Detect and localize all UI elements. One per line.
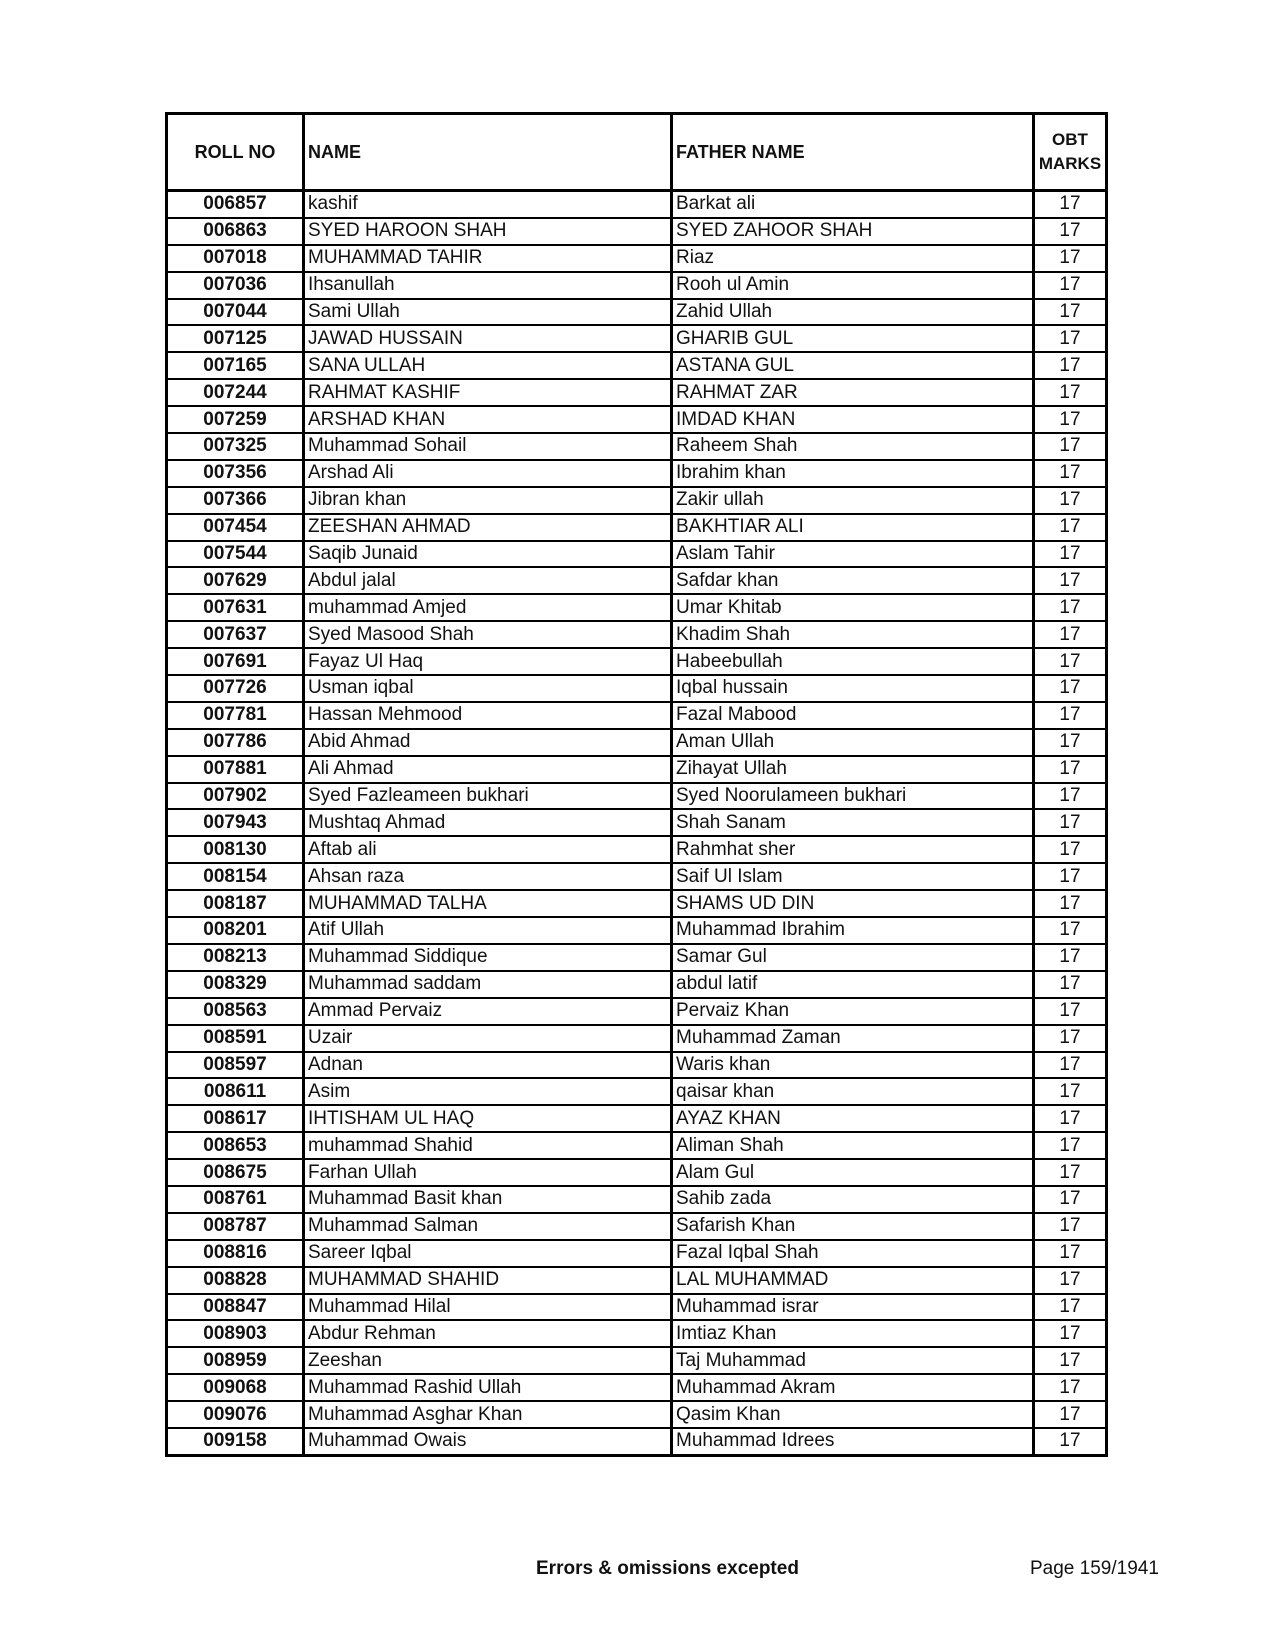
obt-marks-cell: 17 — [1034, 836, 1107, 863]
table-row — [167, 1347, 1107, 1374]
name-cell: Syed Masood Shah — [304, 621, 672, 648]
father-name-cell: Taj Muhammad — [672, 1347, 1034, 1374]
roll-no-cell: 007366 — [167, 487, 304, 514]
header-obt-marks-line1: OBT — [1052, 130, 1088, 149]
name-cell: Ihsanullah — [304, 272, 672, 299]
name-cell: SANA ULLAH — [304, 352, 672, 379]
father-name-cell: Fazal Iqbal Shah — [672, 1240, 1034, 1267]
obt-marks-cell: 17 — [1034, 352, 1107, 379]
father-name-cell: Aslam Tahir — [672, 541, 1034, 568]
header-father-name: FATHER NAME — [672, 114, 1034, 191]
obt-marks-cell: 17 — [1034, 783, 1107, 810]
table-row — [167, 1374, 1107, 1401]
name-cell: Ahsan raza — [304, 863, 672, 890]
name-cell: MUHAMMAD TALHA — [304, 890, 672, 917]
table-row — [167, 1240, 1107, 1267]
roll-no-cell: 008847 — [167, 1294, 304, 1321]
name-cell: ZEESHAN AHMAD — [304, 514, 672, 541]
name-cell: Usman iqbal — [304, 675, 672, 702]
name-cell: IHTISHAM UL HAQ — [304, 1105, 672, 1132]
roll-no-cell: 007781 — [167, 702, 304, 729]
father-name-cell: SYED ZAHOOR SHAH — [672, 218, 1034, 245]
name-cell: Sareer Iqbal — [304, 1240, 672, 1267]
father-name-cell: Muhammad israr — [672, 1294, 1034, 1321]
father-name-cell: Habeebullah — [672, 648, 1034, 675]
table-row — [167, 890, 1107, 917]
name-cell: Farhan Ullah — [304, 1159, 672, 1186]
name-cell: MUHAMMAD TAHIR — [304, 245, 672, 272]
name-cell: Abdul jalal — [304, 567, 672, 594]
name-cell: Muhammad Owais — [304, 1428, 672, 1455]
roll-no-cell: 008130 — [167, 836, 304, 863]
table-row — [167, 299, 1107, 326]
father-name-cell: Saif Ul Islam — [672, 863, 1034, 890]
name-cell: MUHAMMAD SHAHID — [304, 1267, 672, 1294]
father-name-cell: qaisar khan — [672, 1078, 1034, 1105]
father-name-cell: Waris khan — [672, 1052, 1034, 1079]
roll-no-cell: 008903 — [167, 1320, 304, 1347]
father-name-cell: Sahib zada — [672, 1186, 1034, 1213]
father-name-cell: Samar Gul — [672, 944, 1034, 971]
name-cell: Muhammad Salman — [304, 1213, 672, 1240]
obt-marks-cell: 17 — [1034, 1294, 1107, 1321]
obt-marks-cell: 17 — [1034, 1025, 1107, 1052]
table-row — [167, 1428, 1107, 1455]
obt-marks-cell: 17 — [1034, 1213, 1107, 1240]
father-name-cell: IMDAD KHAN — [672, 406, 1034, 433]
name-cell: Ali Ahmad — [304, 756, 672, 783]
table-row — [167, 998, 1107, 1025]
father-name-cell: Fazal Mabood — [672, 702, 1034, 729]
roll-no-cell: 009076 — [167, 1401, 304, 1428]
roll-no-cell: 007165 — [167, 352, 304, 379]
name-cell: Muhammad Asghar Khan — [304, 1401, 672, 1428]
obt-marks-cell: 17 — [1034, 756, 1107, 783]
roll-no-cell: 008201 — [167, 917, 304, 944]
roll-no-cell: 007786 — [167, 729, 304, 756]
obt-marks-cell: 17 — [1034, 1052, 1107, 1079]
obt-marks-cell: 17 — [1034, 1374, 1107, 1401]
father-name-cell: Safarish Khan — [672, 1213, 1034, 1240]
roll-no-cell: 007356 — [167, 460, 304, 487]
name-cell: ARSHAD KHAN — [304, 406, 672, 433]
name-cell: Atif Ullah — [304, 917, 672, 944]
table-row — [167, 756, 1107, 783]
obt-marks-cell: 17 — [1034, 944, 1107, 971]
roll-no-cell: 007036 — [167, 272, 304, 299]
obt-marks-cell: 17 — [1034, 809, 1107, 836]
table-row — [167, 944, 1107, 971]
father-name-cell: Rooh ul Amin — [672, 272, 1034, 299]
table-row — [167, 836, 1107, 863]
obt-marks-cell: 17 — [1034, 379, 1107, 406]
table-row — [167, 272, 1107, 299]
table-row — [167, 325, 1107, 352]
obt-marks-cell: 17 — [1034, 325, 1107, 352]
roll-no-cell: 007631 — [167, 594, 304, 621]
obt-marks-cell: 17 — [1034, 998, 1107, 1025]
roll-no-cell: 007691 — [167, 648, 304, 675]
roll-no-cell: 007044 — [167, 299, 304, 326]
table-row — [167, 487, 1107, 514]
table-row — [167, 1186, 1107, 1213]
obt-marks-cell: 17 — [1034, 648, 1107, 675]
table-row — [167, 514, 1107, 541]
obt-marks-cell: 17 — [1034, 729, 1107, 756]
obt-marks-cell: 17 — [1034, 460, 1107, 487]
roll-no-cell: 007902 — [167, 783, 304, 810]
name-cell: Ammad Pervaiz — [304, 998, 672, 1025]
name-cell: SYED HAROON SHAH — [304, 218, 672, 245]
header-obt-marks-line2: MARKS — [1038, 154, 1102, 173]
table-row — [167, 245, 1107, 272]
roll-no-cell: 007018 — [167, 245, 304, 272]
obt-marks-cell: 17 — [1034, 621, 1107, 648]
roll-no-cell: 008563 — [167, 998, 304, 1025]
header-name: NAME — [304, 114, 672, 191]
table-row — [167, 1320, 1107, 1347]
obt-marks-cell: 17 — [1034, 514, 1107, 541]
name-cell: Uzair — [304, 1025, 672, 1052]
table-row — [167, 702, 1107, 729]
obt-marks-cell: 17 — [1034, 433, 1107, 460]
father-name-cell: Pervaiz Khan — [672, 998, 1034, 1025]
roll-no-cell: 006863 — [167, 218, 304, 245]
obt-marks-cell: 17 — [1034, 1186, 1107, 1213]
table-row — [167, 729, 1107, 756]
roll-no-cell: 008828 — [167, 1267, 304, 1294]
name-cell: Hassan Mehmood — [304, 702, 672, 729]
footer-disclaimer: Errors & omissions excepted — [536, 1558, 799, 1579]
header-roll-no: ROLL NO — [167, 114, 304, 191]
roll-no-cell: 008611 — [167, 1078, 304, 1105]
name-cell: Muhammad Hilal — [304, 1294, 672, 1321]
name-cell: Muhammad Sohail — [304, 433, 672, 460]
table-row — [167, 433, 1107, 460]
father-name-cell: Riaz — [672, 245, 1034, 272]
roll-no-cell: 007881 — [167, 756, 304, 783]
obt-marks-cell: 17 — [1034, 890, 1107, 917]
name-cell: JAWAD HUSSAIN — [304, 325, 672, 352]
father-name-cell: LAL MUHAMMAD — [672, 1267, 1034, 1294]
table-row — [167, 971, 1107, 998]
roll-no-cell: 008761 — [167, 1186, 304, 1213]
roll-no-cell: 007629 — [167, 567, 304, 594]
roll-no-cell: 008617 — [167, 1105, 304, 1132]
table-row — [167, 863, 1107, 890]
father-name-cell: Umar Khitab — [672, 594, 1034, 621]
father-name-cell: SHAMS UD DIN — [672, 890, 1034, 917]
results-table — [165, 112, 1108, 1457]
table-row — [167, 379, 1107, 406]
roll-no-cell: 008597 — [167, 1052, 304, 1079]
name-cell: Mushtaq Ahmad — [304, 809, 672, 836]
table-row — [167, 1132, 1107, 1159]
father-name-cell: GHARIB GUL — [672, 325, 1034, 352]
name-cell: Sami Ullah — [304, 299, 672, 326]
obt-marks-cell: 17 — [1034, 1267, 1107, 1294]
father-name-cell: Khadim Shah — [672, 621, 1034, 648]
obt-marks-cell: 17 — [1034, 299, 1107, 326]
obt-marks-cell: 17 — [1034, 567, 1107, 594]
name-cell: Fayaz Ul Haq — [304, 648, 672, 675]
table-row — [167, 783, 1107, 810]
name-cell: kashif — [304, 191, 672, 218]
roll-no-cell: 007325 — [167, 433, 304, 460]
obt-marks-cell: 17 — [1034, 1159, 1107, 1186]
name-cell: Asim — [304, 1078, 672, 1105]
obt-marks-cell: 17 — [1034, 1078, 1107, 1105]
obt-marks-cell: 17 — [1034, 487, 1107, 514]
roll-no-cell: 007454 — [167, 514, 304, 541]
obt-marks-cell: 17 — [1034, 917, 1107, 944]
table-row — [167, 1159, 1107, 1186]
name-cell: Muhammad saddam — [304, 971, 672, 998]
obt-marks-cell: 17 — [1034, 1320, 1107, 1347]
results-table-container — [165, 112, 1105, 1457]
father-name-cell: AYAZ KHAN — [672, 1105, 1034, 1132]
table-row — [167, 1078, 1107, 1105]
roll-no-cell: 007726 — [167, 675, 304, 702]
roll-no-cell: 008675 — [167, 1159, 304, 1186]
obt-marks-cell: 17 — [1034, 971, 1107, 998]
obt-marks-cell: 17 — [1034, 1240, 1107, 1267]
roll-no-cell: 007244 — [167, 379, 304, 406]
roll-no-cell: 007637 — [167, 621, 304, 648]
obt-marks-cell: 17 — [1034, 1105, 1107, 1132]
table-row — [167, 1401, 1107, 1428]
name-cell: Arshad Ali — [304, 460, 672, 487]
father-name-cell: Rahmhat sher — [672, 836, 1034, 863]
table-row — [167, 594, 1107, 621]
roll-no-cell: 007943 — [167, 809, 304, 836]
obt-marks-cell: 17 — [1034, 1401, 1107, 1428]
father-name-cell: ASTANA GUL — [672, 352, 1034, 379]
father-name-cell: Muhammad Ibrahim — [672, 917, 1034, 944]
name-cell: Saqib Junaid — [304, 541, 672, 568]
roll-no-cell: 008591 — [167, 1025, 304, 1052]
table-row — [167, 406, 1107, 433]
father-name-cell: Syed Noorulameen bukhari — [672, 783, 1034, 810]
obt-marks-cell: 17 — [1034, 1132, 1107, 1159]
name-cell: Aftab ali — [304, 836, 672, 863]
roll-no-cell: 006857 — [167, 191, 304, 218]
table-row — [167, 675, 1107, 702]
table-row — [167, 567, 1107, 594]
name-cell: Muhammad Siddique — [304, 944, 672, 971]
roll-no-cell: 008787 — [167, 1213, 304, 1240]
father-name-cell: BAKHTIAR ALI — [672, 514, 1034, 541]
name-cell: muhammad Amjed — [304, 594, 672, 621]
father-name-cell: Muhammad Akram — [672, 1374, 1034, 1401]
table-row — [167, 1267, 1107, 1294]
obt-marks-cell: 17 — [1034, 675, 1107, 702]
obt-marks-cell: 17 — [1034, 272, 1107, 299]
father-name-cell: Muhammad Idrees — [672, 1428, 1034, 1455]
table-header-row — [167, 114, 1107, 191]
name-cell: Zeeshan — [304, 1347, 672, 1374]
roll-no-cell: 008154 — [167, 863, 304, 890]
obt-marks-cell: 17 — [1034, 218, 1107, 245]
father-name-cell: Raheem Shah — [672, 433, 1034, 460]
roll-no-cell: 008329 — [167, 971, 304, 998]
name-cell: Abid Ahmad — [304, 729, 672, 756]
table-row — [167, 621, 1107, 648]
father-name-cell: Ibrahim khan — [672, 460, 1034, 487]
name-cell: Muhammad Rashid Ullah — [304, 1374, 672, 1401]
father-name-cell: Safdar khan — [672, 567, 1034, 594]
name-cell: Muhammad Basit khan — [304, 1186, 672, 1213]
father-name-cell: Aliman Shah — [672, 1132, 1034, 1159]
father-name-cell: Zakir ullah — [672, 487, 1034, 514]
roll-no-cell: 007125 — [167, 325, 304, 352]
table-row — [167, 1294, 1107, 1321]
roll-no-cell: 009158 — [167, 1428, 304, 1455]
obt-marks-cell: 17 — [1034, 541, 1107, 568]
table-row — [167, 1052, 1107, 1079]
header-obt-marks — [1034, 114, 1107, 191]
father-name-cell: Qasim Khan — [672, 1401, 1034, 1428]
obt-marks-cell: 17 — [1034, 863, 1107, 890]
father-name-cell: Zihayat Ullah — [672, 756, 1034, 783]
table-row — [167, 648, 1107, 675]
table-row — [167, 1213, 1107, 1240]
table-row — [167, 352, 1107, 379]
obt-marks-cell: 17 — [1034, 191, 1107, 218]
father-name-cell: Muhammad Zaman — [672, 1025, 1034, 1052]
obt-marks-cell: 17 — [1034, 1347, 1107, 1374]
father-name-cell: Aman Ullah — [672, 729, 1034, 756]
table-row — [167, 1105, 1107, 1132]
table-row — [167, 460, 1107, 487]
father-name-cell: Alam Gul — [672, 1159, 1034, 1186]
obt-marks-cell: 17 — [1034, 1428, 1107, 1455]
table-row — [167, 541, 1107, 568]
father-name-cell: abdul latif — [672, 971, 1034, 998]
roll-no-cell: 008187 — [167, 890, 304, 917]
table-body — [167, 191, 1107, 1456]
name-cell: RAHMAT KASHIF — [304, 379, 672, 406]
father-name-cell: Shah Sanam — [672, 809, 1034, 836]
father-name-cell: Zahid Ullah — [672, 299, 1034, 326]
obt-marks-cell: 17 — [1034, 245, 1107, 272]
father-name-cell: Imtiaz Khan — [672, 1320, 1034, 1347]
roll-no-cell: 007259 — [167, 406, 304, 433]
obt-marks-cell: 17 — [1034, 406, 1107, 433]
roll-no-cell: 008213 — [167, 944, 304, 971]
roll-no-cell: 008816 — [167, 1240, 304, 1267]
roll-no-cell: 008653 — [167, 1132, 304, 1159]
table-row — [167, 917, 1107, 944]
father-name-cell: RAHMAT ZAR — [672, 379, 1034, 406]
page-number: Page 159/1941 — [1030, 1558, 1159, 1579]
name-cell: Syed Fazleameen bukhari — [304, 783, 672, 810]
table-row — [167, 1025, 1107, 1052]
roll-no-cell: 007544 — [167, 541, 304, 568]
father-name-cell: Iqbal hussain — [672, 675, 1034, 702]
table-row — [167, 218, 1107, 245]
roll-no-cell: 009068 — [167, 1374, 304, 1401]
name-cell: muhammad Shahid — [304, 1132, 672, 1159]
table-row — [167, 809, 1107, 836]
name-cell: Adnan — [304, 1052, 672, 1079]
name-cell: Jibran khan — [304, 487, 672, 514]
obt-marks-cell: 17 — [1034, 594, 1107, 621]
roll-no-cell: 008959 — [167, 1347, 304, 1374]
table-row — [167, 191, 1107, 218]
name-cell: Abdur Rehman — [304, 1320, 672, 1347]
obt-marks-cell: 17 — [1034, 702, 1107, 729]
father-name-cell: Barkat ali — [672, 191, 1034, 218]
